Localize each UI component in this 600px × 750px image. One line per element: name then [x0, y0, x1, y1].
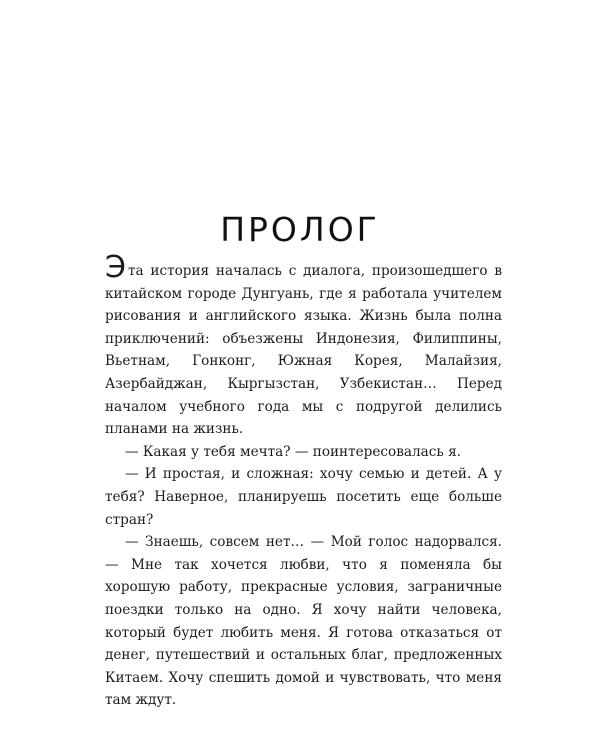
- paragraph-4: — Знаешь, совсем нет… — Мой голос надорвался. — Мне так хочется любви, что я поменяла бы хорошую работу, прекрасные условия, заграничные поездки только на одно. Я хочу найти человека, который будет любить меня. Я готова отказаться от денег, путешествий и остальных благ, предложенных Китаем. Хочу спешить домой и чувствовать, что меня там ждут.: [105, 534, 502, 709]
- paragraph-2: — Какая у тебя мечта? — поинтересовалась я.: [125, 443, 461, 460]
- paragraph-1: [105, 250, 502, 441]
- drop-cap: Э: [105, 250, 126, 285]
- paragraph-3: — И простая, и сложная: хочу семью и детей. А у тебя? Наверное, планируешь посетить еще больше стран?: [105, 466, 502, 528]
- paragraph-1-text: та история началась с диалога, произошедшего в китайском городе Дунгуань, где я работала учителем рисования и английского языка. Жизнь была полна приключений: объезжены Индонезия, Филиппины, Вьетнам, Гонконг, Южная Корея, Малайзия, Азербайджан, Кыргызстан, Узбекистан… Перед началом учебного года мы с подругой делились планами на жизнь.: [105, 263, 502, 438]
- chapter-text: [105, 250, 502, 712]
- chapter-title: ПРОЛОГ: [220, 210, 380, 249]
